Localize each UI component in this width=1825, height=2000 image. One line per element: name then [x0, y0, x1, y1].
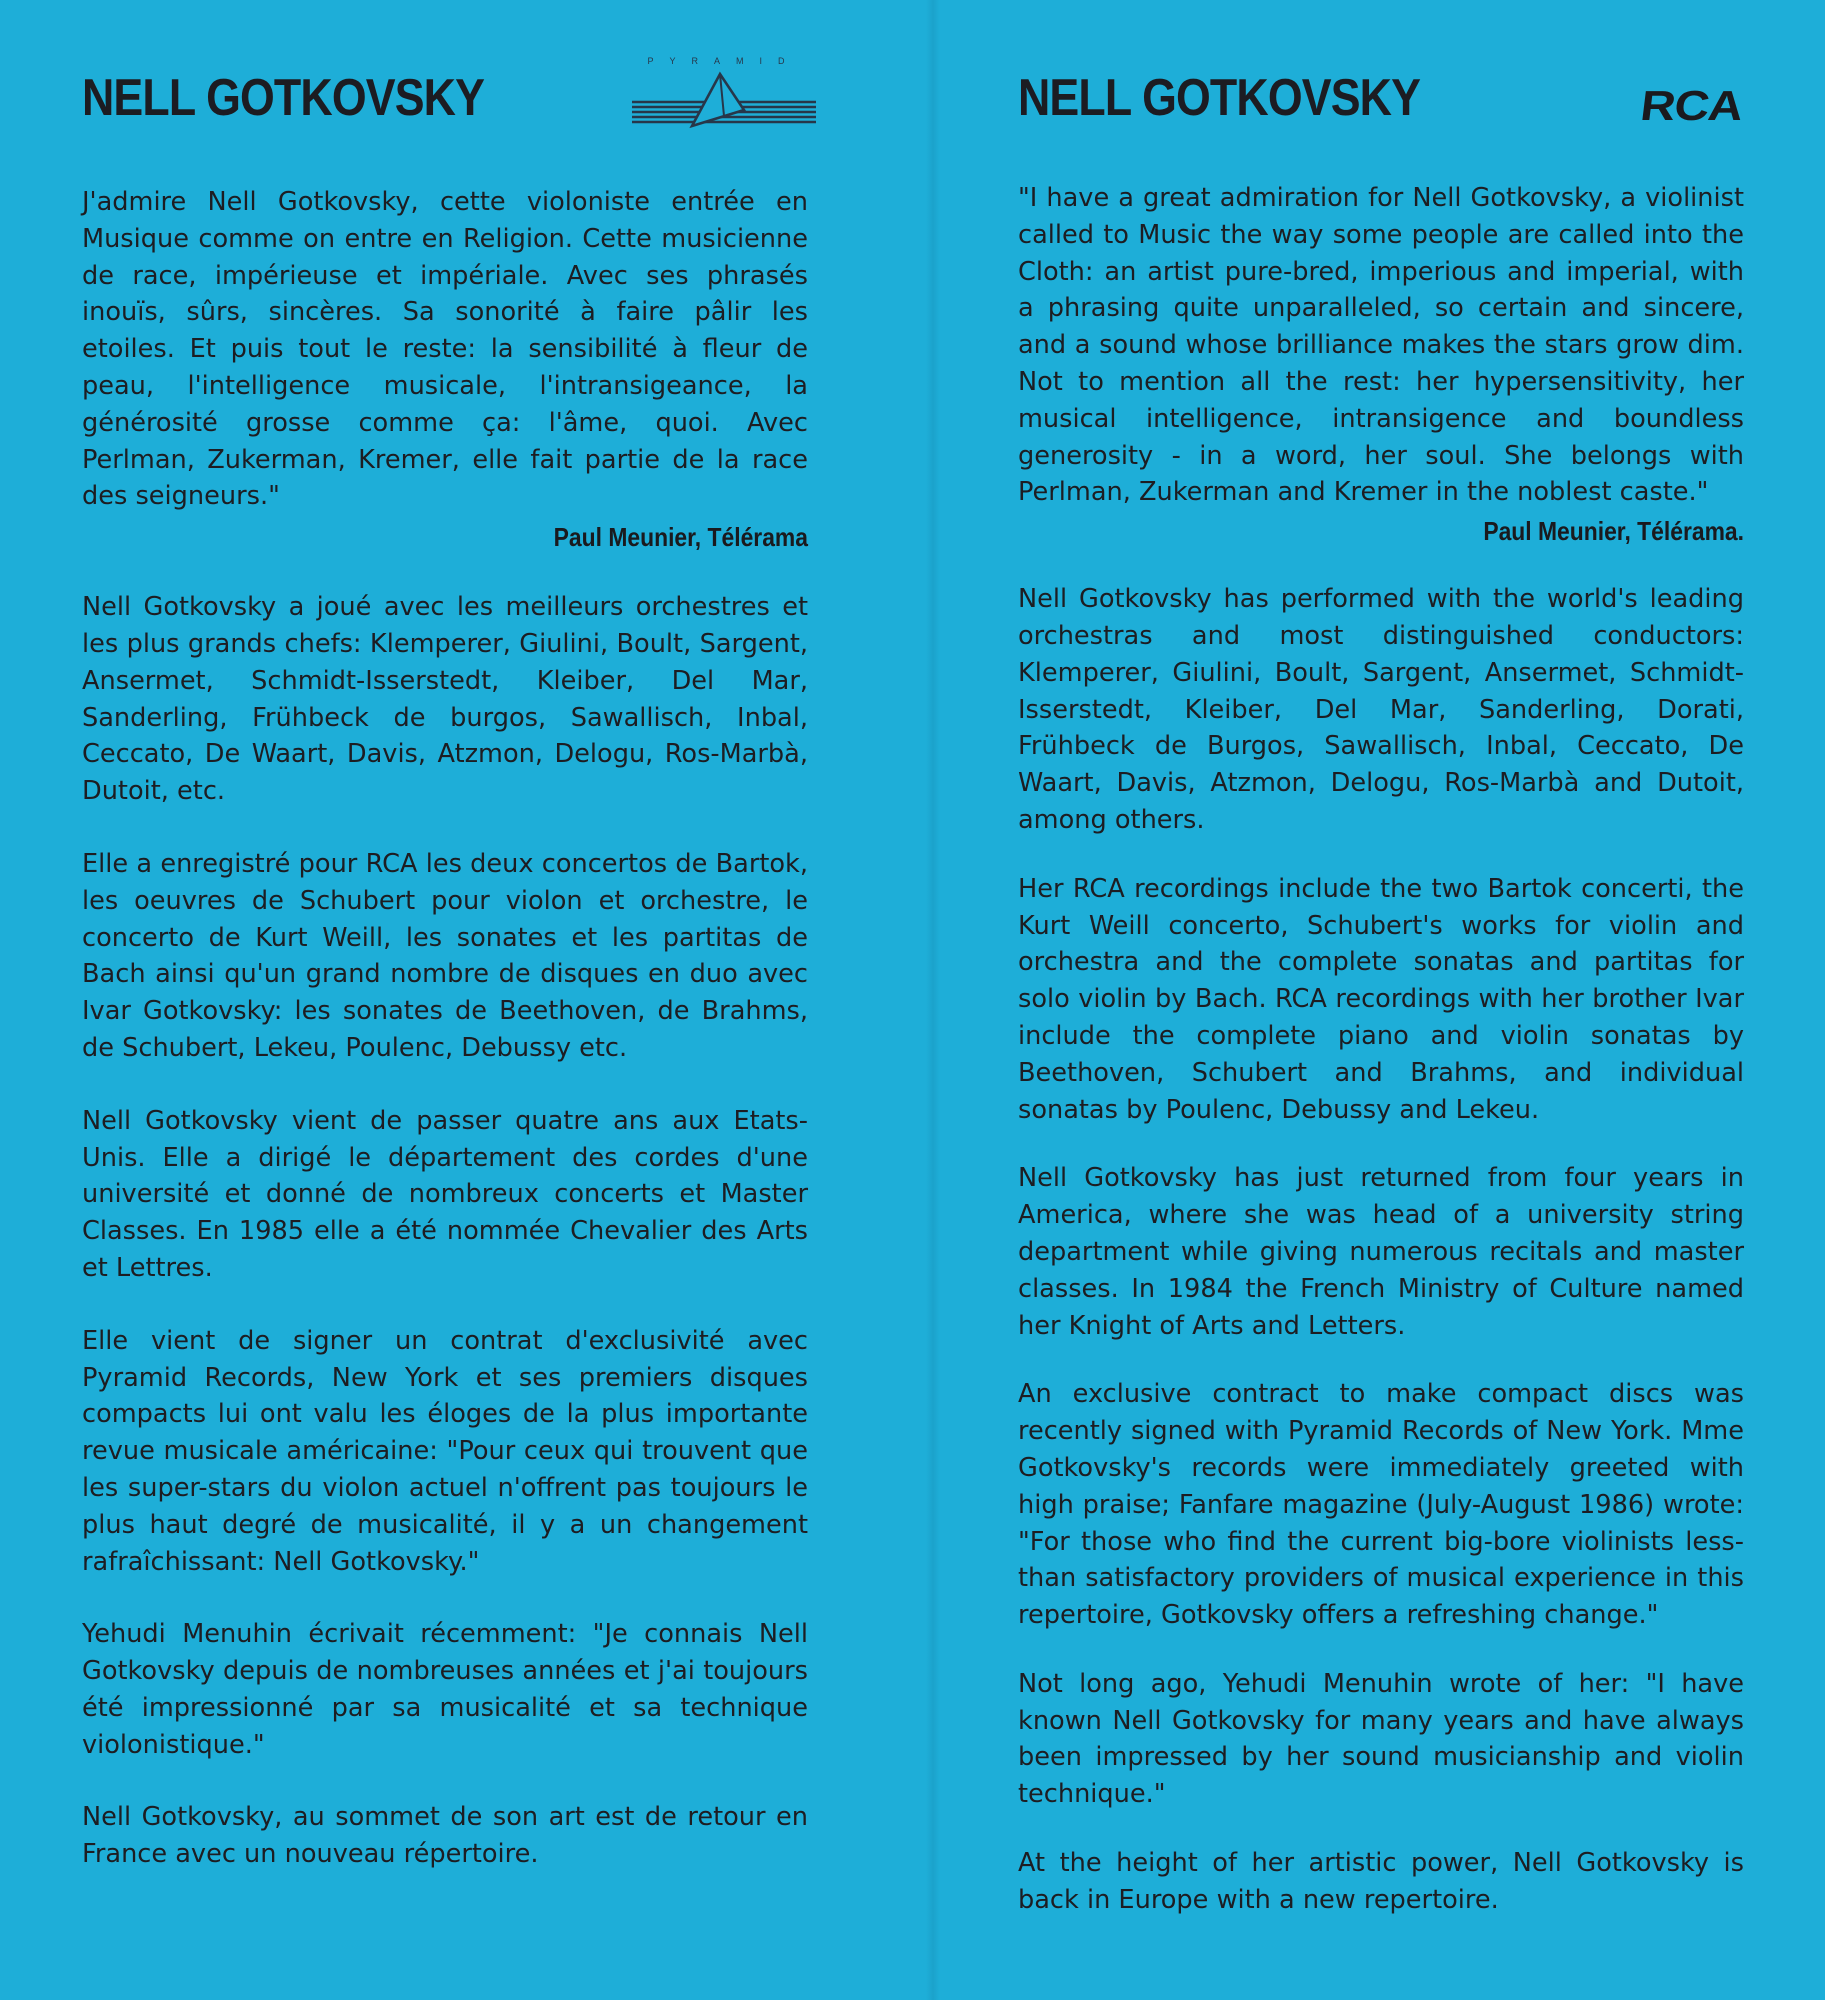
french-attribution: Paul Meunier, Télérama: [553, 522, 808, 553]
french-paragraph: Nell Gotkovsky, au sommet de son art est de retour en France avec un nouveau répertoire.: [82, 1802, 808, 1870]
french-paragraph: Elle a enregistré pour RCA les deux concertos de Bartok, les oeuvres de Schubert pour violon et orchestre, le concerto de Kurt Weill, les sonates et les partitas de Bach ainsi qu'un grand nombre de disques en duo avec Ivar Gotkovsky: les sonates de Beethoven, de Brahms, de Schubert, Lekeu, Poulenc, Debussy etc.: [82, 848, 808, 1063]
pyramid-logo: [632, 56, 816, 130]
english-page: [1018, 0, 1744, 2000]
pyramid-icon: [632, 70, 816, 130]
english-paragraph: An exclusive contract to make compact discs was recently signed with Pyramid Records of New York. Mme Gotkovsky's records were immediately greeted with high praise; Fanfare magazine (July-August 1986) wrote: "For those who find the current big-bore violinists less-than satisfactory providers of musical experience in this repertoire, Gotkovsky offers a refreshing change.": [1018, 1379, 1744, 1631]
french-body: [82, 184, 808, 1873]
english-header: [1018, 0, 1744, 180]
french-quote: J'admire Nell Gotkovsky, cette violoniste entrée en Musique comme on entre en Religion. Cette musicienne de race, impérieuse et impériale. Avec ses phrasés inouïs, sûrs, sincères. Sa sonorité à faire pâlir les etoiles. Et puis tout le reste: la sensibilité à fleur de peau, l'intelligence musicale, l'intransigeance, la générosité grosse comme ça: l'âme, quoi. Avec Perlman, Zukerman, Kremer, elle fait partie de la race des seigneurs.": [82, 187, 808, 512]
page-title: NELL GOTKOVSKY: [1018, 69, 1421, 127]
french-paragraph: Elle vient de signer un contrat d'exclusivité avec Pyramid Records, New York et ses premiers disques compacts lui ont valu les éloges de la plus importante revue musicale américaine: "Pour ceux qui trouvent que les super-stars du violon actuel n'offrent pas toujours le plus haut degré de musicalité, il y a un changement rafraîchissant: Nell Gotkovsky.": [82, 1325, 808, 1577]
english-paragraph: Not long ago, Yehudi Menuhin wrote of her: "I have known Nell Gotkovsky for many years and have always been impressed by her sound musicianship and violin technique.": [1018, 1668, 1744, 1810]
english-paragraph: Nell Gotkovsky has just returned from four years in America, where she was head of a university string department while giving numerous recitals and master classes. In 1984 the French Ministry of Culture named her Knight of Arts and Letters.: [1018, 1163, 1744, 1341]
english-attribution: Paul Meunier, Télérama.: [1483, 516, 1744, 547]
english-quote: "I have a great admiration for Nell Gotkovsky, a violinist called to Music the way some people are called into the Cloth: an artist pure-bred, imperious and imperial, with a phrasing quite unparalleled, so certain and sincere, and a sound whose brilliance makes the stars grow dim. Not to mention all the rest: her hypersensitivity, her musical intelligence, intransigence and boundless generosity - in a word, her soul. She belongs with Perlman, Zukerman and Kremer in the noblest caste.": [1018, 183, 1744, 508]
english-paragraph: Her RCA recordings include the two Bartok concerti, the Kurt Weill concerto, Schubert's works for violin and orchestra and the complete sonatas and partitas for solo violin by Bach. RCA recordings with her brother Ivar include the complete piano and violin sonatas by Beethoven, Schubert and Brahms, and individual sonatas by Poulenc, Debussy and Lekeu.: [1018, 873, 1744, 1125]
page-fold: [926, 0, 940, 2000]
french-paragraph: Nell Gotkovsky a joué avec les meilleurs orchestres et les plus grands chefs: Klemperer, Giulini, Boult, Sargent, Ansermet, Schmidt-Isserstedt, Kleiber, Del Mar, Sanderling, Frühbeck de burgos, Sawallisch, Inbal, Ceccato, De Waart, Davis, Atzmon, Delogu, Ros-Marbà, Dutoit, etc.: [82, 592, 808, 807]
french-header: [82, 0, 808, 180]
english-paragraph: Nell Gotkovsky has performed with the world's leading orchestras and most distinguished conductors: Klemperer, Giulini, Boult, Sargent, Ansermet, Schmidt-Isserstedt, Kleiber, Del Mar, Sanderling, Dorati, Frühbeck de Burgos, Sawallisch, Inbal, Ceccato, De Waart, Davis, Atzmon, Delogu, Ros-Marbà and Dutoit, among others.: [1018, 584, 1744, 835]
pyramid-logo-text: PYRAMID: [647, 56, 801, 66]
french-page: [82, 0, 808, 2000]
english-paragraph: At the height of her artistic power, Nell Gotkovsky is back in Europe with a new repertoire.: [1018, 1848, 1744, 1915]
rca-logo: RCA: [1638, 82, 1745, 129]
english-body: [1018, 180, 1744, 1919]
french-paragraph: Nell Gotkovsky vient de passer quatre ans aux Etats-Unis. Elle a dirigé le département des cordes d'une université et donné de nombreux concerts et Master Classes. En 1985 elle a été nommée Chevalier des Arts et Lettres.: [82, 1105, 808, 1283]
page-title: NELL GOTKOVSKY: [82, 69, 485, 127]
french-paragraph: Yehudi Menuhin écrivait récemment: "Je connais Nell Gotkovsky depuis de nombreuses années et j'ai toujours été impressionné par sa musicalité et sa technique violonistique.": [82, 1619, 808, 1760]
